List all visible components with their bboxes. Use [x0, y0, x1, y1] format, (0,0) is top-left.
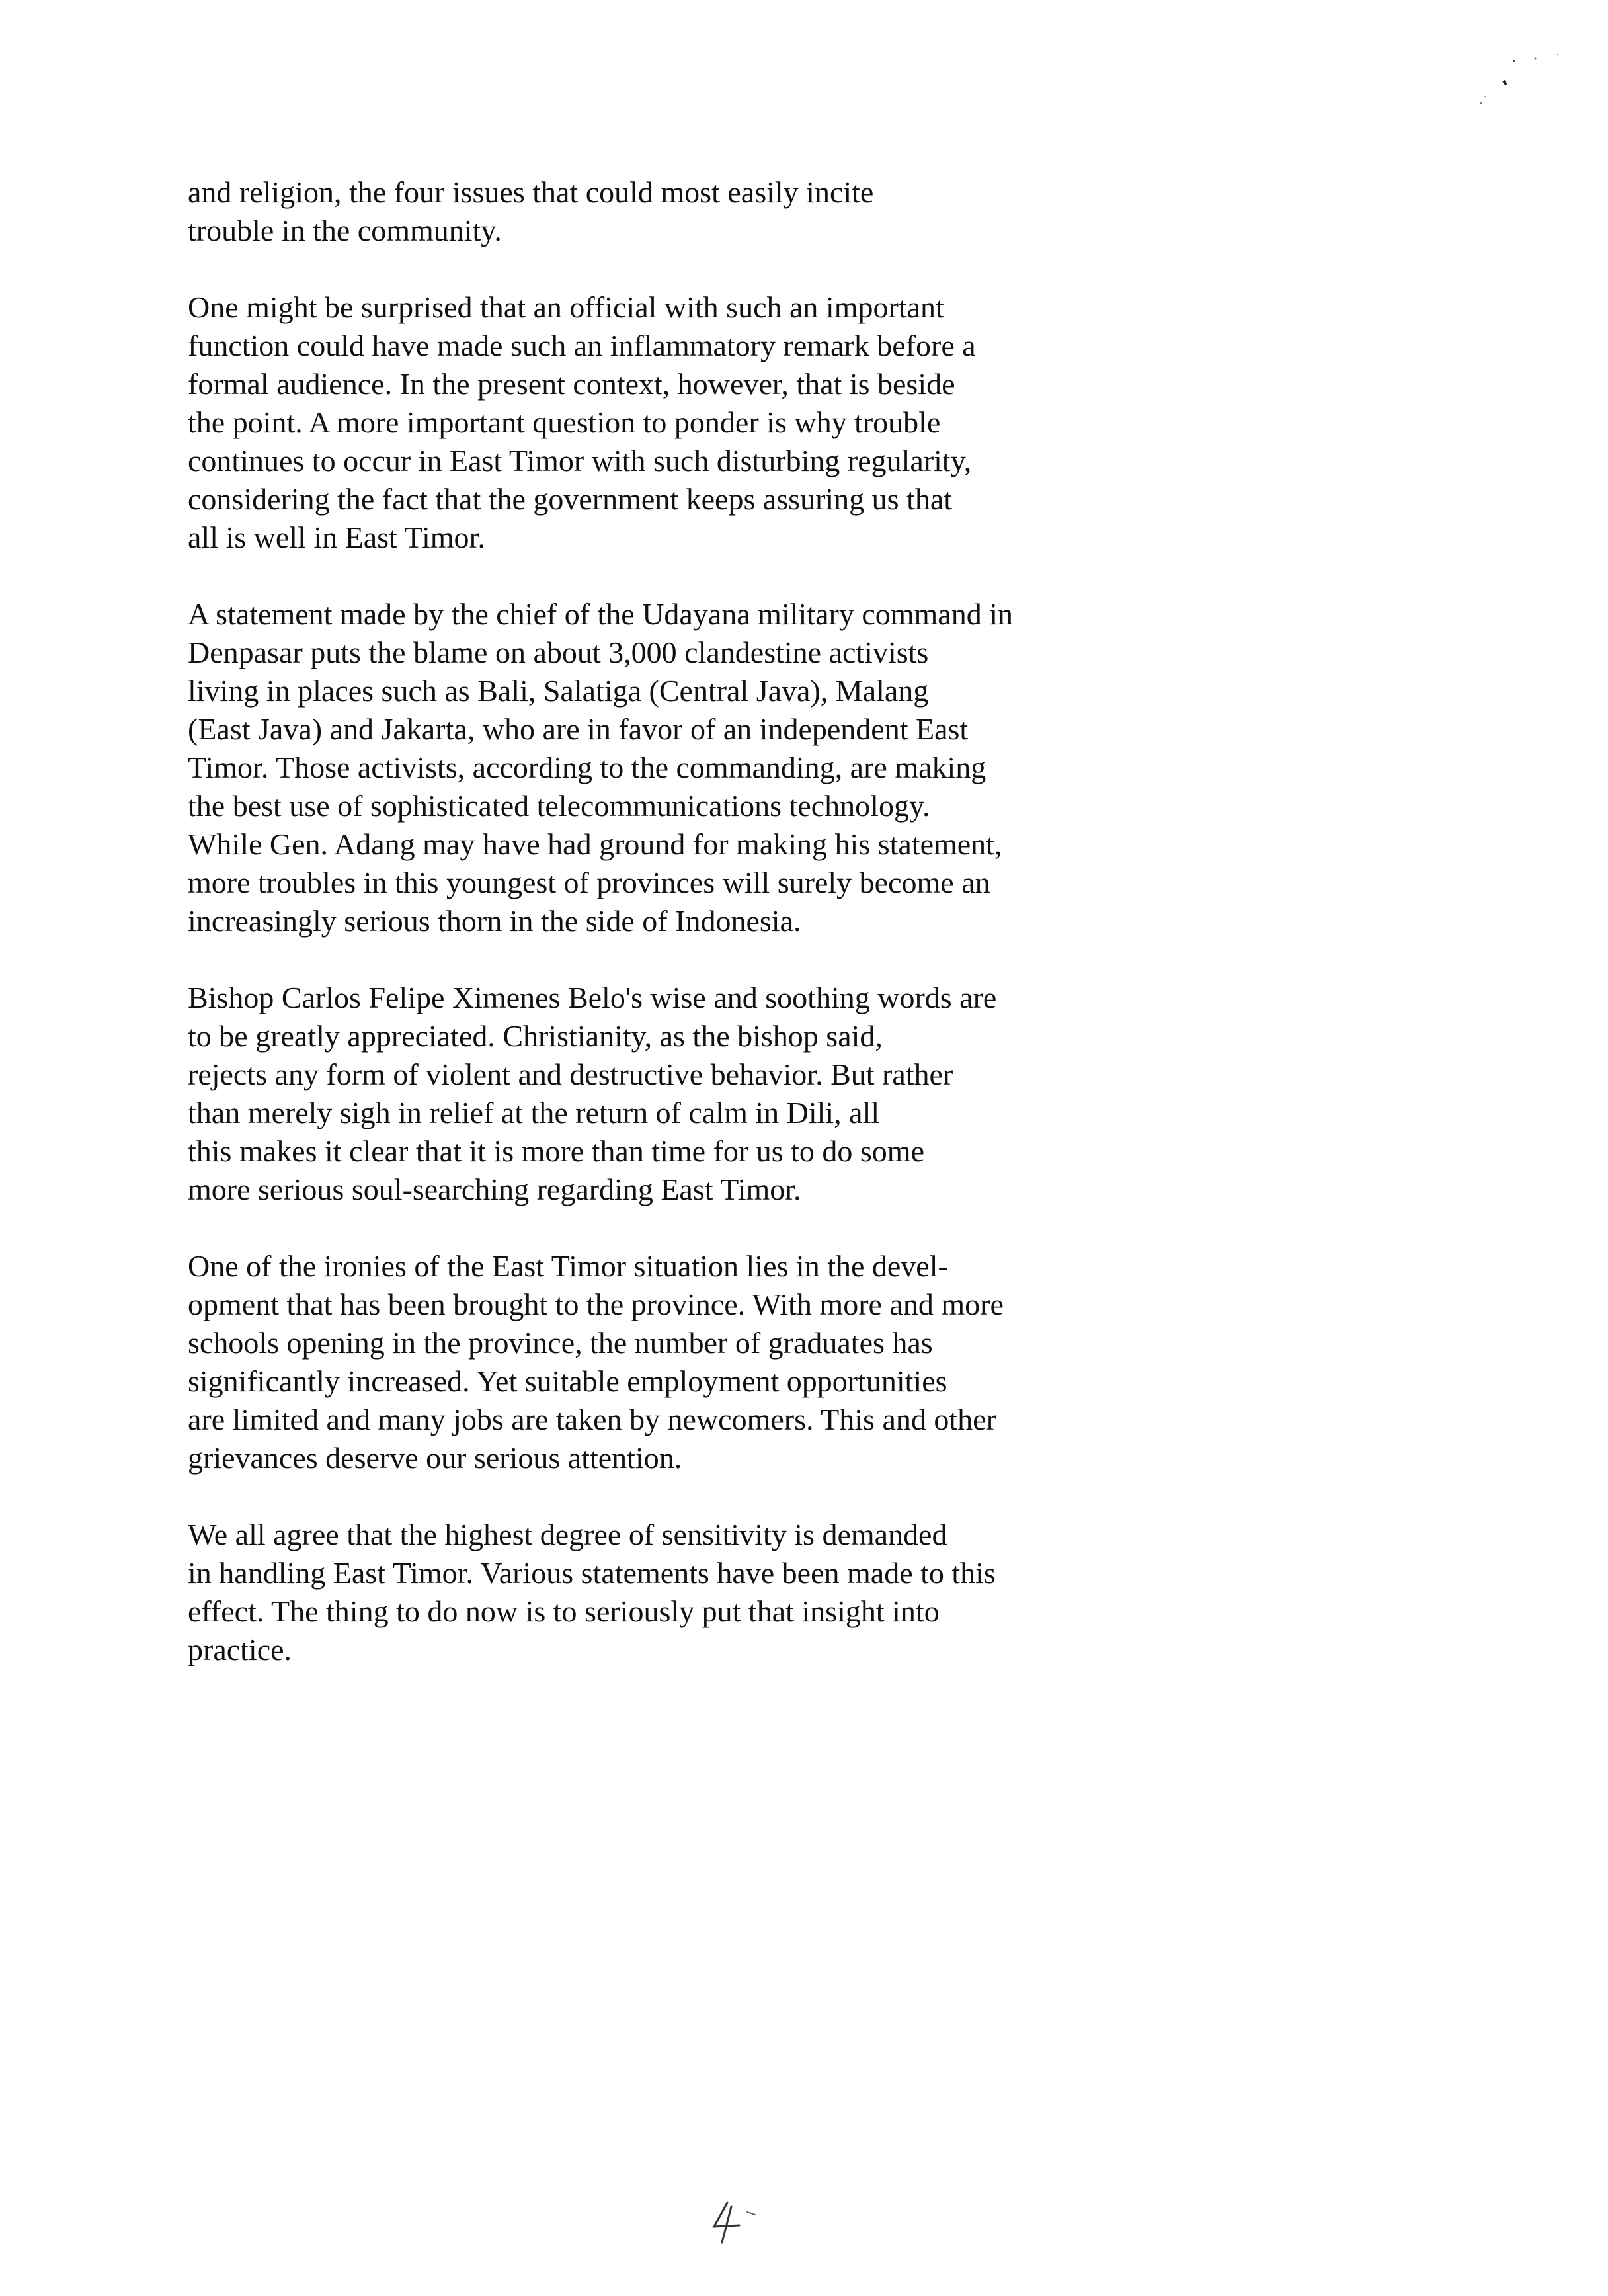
text-line: A statement made by the chief of the Udayana military command in	[188, 597, 1013, 631]
text-line: grievances deserve our serious attention.	[188, 1441, 682, 1475]
document-body	[188, 173, 1351, 1707]
text-line: opment that has been brought to the province. With more and more	[188, 1288, 1004, 1321]
text-line: practice.	[188, 1633, 292, 1666]
text-line: and religion, the four issues that could most easily incite	[188, 175, 874, 209]
text-line: the best use of sophisticated telecommunications technology.	[188, 789, 930, 823]
text-line: Timor. Those activists, according to the commanding, are making	[188, 751, 986, 784]
text-line: function could have made such an inflammatory remark before a	[188, 329, 976, 362]
text-line: While Gen. Adang may have had ground for making his statement,	[188, 827, 1002, 861]
text-line: more troubles in this youngest of provinces will surely become an	[188, 866, 990, 899]
text-line: than merely sigh in relief at the return of calm in Dili, all	[188, 1096, 880, 1129]
paragraph	[188, 288, 1351, 557]
text-line: continues to occur in East Timor with such disturbing regularity,	[188, 444, 972, 477]
text-line: are limited and many jobs are taken by newcomers. This and other	[188, 1403, 996, 1436]
text-line: increasingly serious thorn in the side of Indonesia.	[188, 904, 801, 938]
text-line: Denpasar puts the blame on about 3,000 clandestine activists	[188, 636, 929, 669]
text-line: rejects any form of violent and destructive behavior. But rather	[188, 1057, 953, 1091]
text-line: (East Java) and Jakarta, who are in favor of an independent East	[188, 712, 969, 746]
text-line: all is well in East Timor.	[188, 520, 485, 554]
scan-specks-decoration	[1474, 46, 1580, 126]
text-line: in handling East Timor. Various statements have been made to this	[188, 1556, 996, 1590]
text-line: One of the ironies of the East Timor situation lies in the devel-	[188, 1249, 948, 1283]
text-line: One might be surprised that an official with such an important	[188, 290, 944, 324]
text-line: more serious soul-searching regarding East Timor.	[188, 1172, 801, 1206]
text-line: the point. A more important question to ponder is why trouble	[188, 405, 941, 439]
text-line: formal audience. In the present context, however, that is beside	[188, 367, 955, 401]
paragraph	[188, 1516, 1351, 1669]
text-line: Bishop Carlos Felipe Ximenes Belo's wise and soothing words are	[188, 981, 997, 1014]
text-line: this makes it clear that it is more than time for us to do some	[188, 1134, 924, 1168]
text-line: to be greatly appreciated. Christianity, as the bishop said,	[188, 1019, 883, 1053]
text-line: considering the fact that the government keeps assuring us that	[188, 482, 953, 516]
text-line: living in places such as Bali, Salatiga (Central Java), Malang	[188, 674, 929, 708]
paragraph	[188, 979, 1351, 1209]
text-line: We all agree that the highest degree of sensitivity is demanded	[188, 1518, 947, 1551]
paragraph	[188, 1247, 1351, 1477]
text-line: trouble in the community.	[188, 214, 502, 247]
text-line: significantly increased. Yet suitable employment opportunities	[188, 1364, 947, 1398]
paragraph	[188, 595, 1351, 940]
text-line: schools opening in the province, the number of graduates has	[188, 1326, 933, 1360]
text-line: effect. The thing to do now is to seriously put that insight into	[188, 1594, 940, 1628]
handwritten-page-mark	[701, 2199, 780, 2245]
paragraph	[188, 173, 1351, 250]
